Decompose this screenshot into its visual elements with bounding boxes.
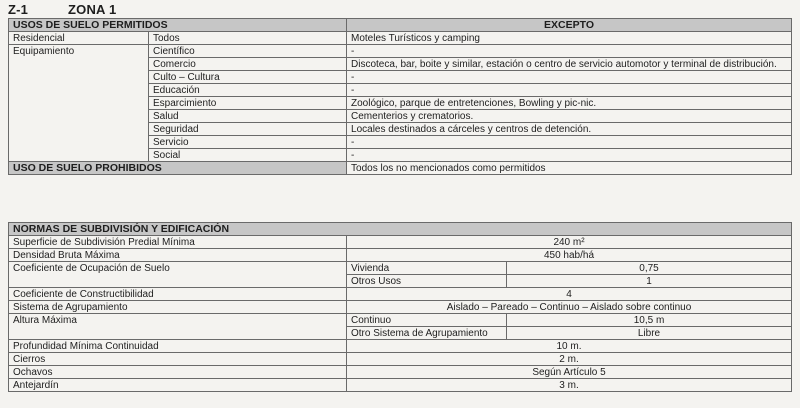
table-row [9, 32, 792, 45]
norm-label: Ochavos [9, 366, 347, 379]
use-type: Servicio [149, 136, 347, 149]
norm-value: Libre [507, 327, 792, 340]
prohibited-value: Todos los no mencionados como permitidos [347, 162, 792, 175]
prohibited-row [9, 162, 792, 175]
table-row [9, 379, 792, 392]
use-exception: Cementerios y crematorios. [347, 110, 792, 123]
use-type: Salud [149, 110, 347, 123]
norm-label: Cierros [9, 353, 347, 366]
norm-value: Aislado – Pareado – Continuo – Aislado sobre continuo [347, 301, 792, 314]
norm-label: Densidad Bruta Máxima [9, 249, 347, 262]
norm-label: Superficie de Subdivisión Predial Mínima [9, 236, 347, 249]
use-type: Todos [149, 32, 347, 45]
norm-value: 0,75 [507, 262, 792, 275]
use-exception: - [347, 84, 792, 97]
permitted-uses-table [8, 18, 792, 175]
norm-value: 4 [347, 288, 792, 301]
norm-value: 1 [507, 275, 792, 288]
use-group: Residencial [9, 32, 149, 45]
use-exception: Moteles Turísticos y camping [347, 32, 792, 45]
table-row [9, 45, 792, 58]
uses-header-except: EXCEPTO [347, 19, 792, 32]
use-exception: Locales destinados a cárceles y centros de detención. [347, 123, 792, 136]
table-row [9, 353, 792, 366]
use-type: Educación [149, 84, 347, 97]
norm-label: Profundidad Mínima Continuidad [9, 340, 347, 353]
subdivision-norms-table [8, 222, 792, 392]
use-exception: - [347, 71, 792, 84]
use-exception: Zoológico, parque de entretenciones, Bowling y pic-nic. [347, 97, 792, 110]
use-exception: Discoteca, bar, boite y similar, estación o centro de servicio automotor y terminal de distribución. [347, 58, 792, 71]
use-exception: - [347, 136, 792, 149]
prohibited-label: USO DE SUELO PROHIBIDOS [9, 162, 347, 175]
use-exception: - [347, 45, 792, 58]
table-row [9, 249, 792, 262]
zone-title: ZONA 1 [68, 2, 117, 17]
table-row [9, 288, 792, 301]
norm-value: 240 m² [347, 236, 792, 249]
norms-header: NORMAS DE SUBDIVISIÓN Y EDIFICACIÓN [9, 223, 792, 236]
norm-value: 10,5 m [507, 314, 792, 327]
norm-value: Según Artículo 5 [347, 366, 792, 379]
use-type: Comercio [149, 58, 347, 71]
use-type: Esparcimiento [149, 97, 347, 110]
norm-label: Altura Máxima [9, 314, 347, 340]
norm-label: Coeficiente de Constructibilidad [9, 288, 347, 301]
norm-label: Coeficiente de Ocupación de Suelo [9, 262, 347, 288]
table-row [9, 262, 792, 275]
norm-value: 2 m. [347, 353, 792, 366]
use-type: Culto – Cultura [149, 71, 347, 84]
norm-value: 10 m. [347, 340, 792, 353]
table-row [9, 301, 792, 314]
table-row [9, 340, 792, 353]
use-type: Social [149, 149, 347, 162]
norm-sub-label: Vivienda [347, 262, 507, 275]
table-row [9, 236, 792, 249]
use-type: Seguridad [149, 123, 347, 136]
use-group: Equipamiento [9, 45, 149, 162]
norm-label: Antejardín [9, 379, 347, 392]
table-row [9, 366, 792, 379]
norm-value: 3 m. [347, 379, 792, 392]
norm-sub-label: Otro Sistema de Agrupamiento [347, 327, 507, 340]
use-type: Científico [149, 45, 347, 58]
use-exception: - [347, 149, 792, 162]
table-row [9, 314, 792, 327]
zone-heading [8, 2, 116, 17]
zone-code: Z-1 [8, 2, 29, 17]
norms-header-row [9, 223, 792, 236]
uses-header-permitted: USOS DE SUELO PERMITIDOS [9, 19, 347, 32]
norm-sub-label: Otros Usos [347, 275, 507, 288]
norm-label: Sistema de Agrupamiento [9, 301, 347, 314]
uses-header-row [9, 19, 792, 32]
norm-value: 450 hab/há [347, 249, 792, 262]
norm-sub-label: Continuo [347, 314, 507, 327]
